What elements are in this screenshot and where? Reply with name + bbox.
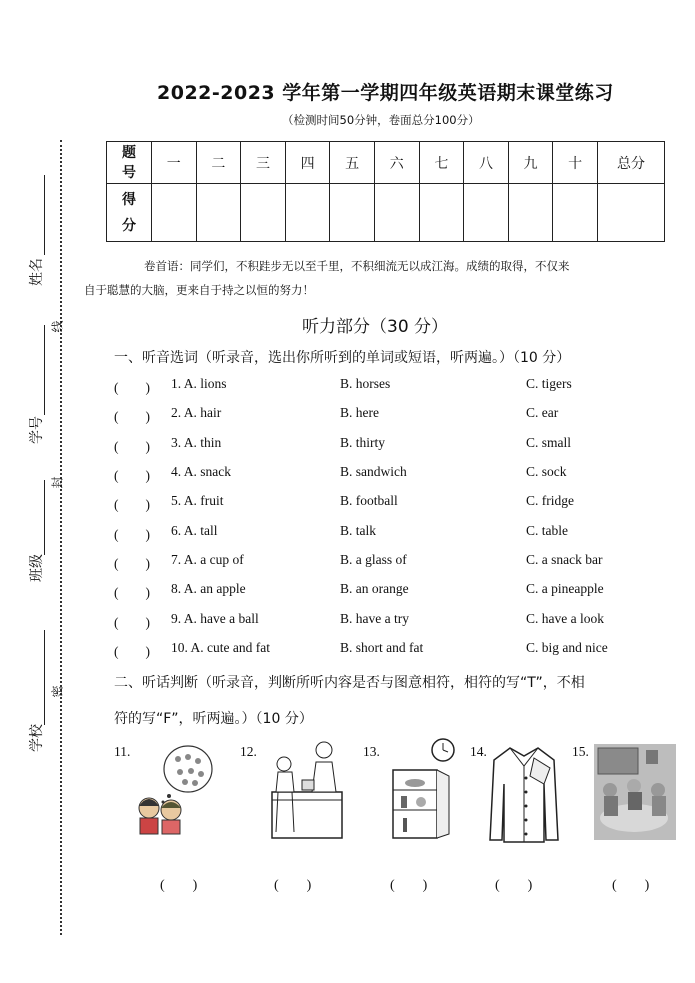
answer-blank[interactable]: ( ) (114, 468, 150, 483)
header-cell-question-no (107, 142, 152, 184)
score-cell[interactable] (374, 184, 419, 242)
question-row (114, 493, 674, 515)
header-char: 得 (122, 191, 136, 208)
answer-blank[interactable]: ( ) (114, 585, 150, 600)
question-row (114, 523, 674, 545)
picture-number: 13. (363, 744, 380, 759)
name-label: 姓名 (29, 258, 45, 286)
header-cell-score (107, 184, 152, 242)
part1-title: 一、听音选词（听录音，选出你所听到的单词或短语，听两遍。）（10 分） (114, 350, 571, 366)
option-b: B. a glass of (340, 552, 407, 567)
option-b: B. have a try (340, 611, 409, 626)
part2-title-line-1: 二、听话判断（听录音，判断所听内容是否与图意相符，相符的写“T”，不相 (114, 675, 585, 691)
option-c: C. a snack bar (526, 552, 603, 567)
option-a: 10. A. cute and fat (171, 640, 270, 655)
column-header: 四 (285, 142, 330, 184)
motto-text (84, 254, 664, 302)
motto-line-2: 自于聪慧的大脑，更来自于持之以恒的努力！ (84, 283, 314, 297)
option-b: B. football (340, 493, 398, 508)
seal-word-secret: 密 (50, 685, 65, 698)
score-cell[interactable] (330, 184, 375, 242)
shop-counter-icon (262, 740, 346, 840)
picture-number: 12. (240, 744, 257, 759)
question-row (114, 376, 674, 398)
score-cell[interactable] (241, 184, 286, 242)
seal-word-seal: 封 (50, 476, 65, 489)
option-b: B. an orange (340, 581, 409, 596)
option-b: B. horses (340, 376, 391, 391)
school-line (44, 630, 45, 725)
option-c: C. big and nice (526, 640, 608, 655)
score-cell[interactable] (152, 184, 197, 242)
class-label: 班级 (29, 554, 45, 582)
option-a: 7. A. a cup of (171, 552, 244, 567)
option-c: C. tigers (526, 376, 572, 391)
score-cell[interactable] (285, 184, 330, 242)
option-a: 9. A. have a ball (171, 611, 259, 626)
picture-answer-blank[interactable]: ( ) (495, 878, 533, 893)
answer-blank[interactable]: ( ) (114, 615, 150, 630)
score-cell[interactable] (508, 184, 553, 242)
answer-blank[interactable]: ( ) (114, 409, 150, 424)
student-id-line (44, 325, 45, 415)
option-c: C. table (526, 523, 568, 538)
header-char: 题 (122, 144, 136, 161)
option-b: B. sandwich (340, 464, 407, 479)
picture-answer-blank[interactable]: ( ) (274, 878, 312, 893)
question-row (114, 405, 674, 427)
column-header: 三 (241, 142, 286, 184)
exam-title: 2022-2023 学年第一学期四年级英语期末课堂练习 (157, 82, 614, 104)
student-id-label: 学号 (29, 416, 45, 444)
score-cell[interactable] (196, 184, 241, 242)
option-c: C. ear (526, 405, 559, 420)
picture-number: 15. (572, 744, 589, 759)
column-header: 六 (374, 142, 419, 184)
option-c: C. have a look (526, 611, 604, 626)
option-b: B. here (340, 405, 379, 420)
picture-number: 14. (470, 744, 487, 759)
question-row (114, 552, 674, 574)
question-row (114, 640, 674, 662)
column-header: 五 (330, 142, 375, 184)
part2-title-line-2: 符的写“F”，听两遍。）（10 分） (114, 711, 313, 727)
question-row (114, 581, 674, 603)
picture-number: 11. (114, 744, 131, 759)
answer-blank[interactable]: ( ) (114, 439, 150, 454)
picture-answer-blank[interactable]: ( ) (160, 878, 198, 893)
option-a: 4. A. snack (171, 464, 231, 479)
answer-blank[interactable]: ( ) (114, 527, 150, 542)
classroom-photo-icon (594, 744, 676, 840)
column-header: 十 (553, 142, 598, 184)
option-a: 3. A. thin (171, 435, 222, 450)
answer-blank[interactable]: ( ) (114, 497, 150, 512)
column-header-total: 总分 (598, 142, 665, 184)
listening-section-title: 听力部分（30 分） (302, 317, 449, 337)
score-cell[interactable] (419, 184, 464, 242)
score-table-score-row (107, 184, 665, 242)
question-row (114, 611, 674, 633)
header-char: 号 (122, 164, 136, 181)
class-line (44, 480, 45, 555)
option-b: B. thirty (340, 435, 386, 450)
answer-blank[interactable]: ( ) (114, 380, 150, 395)
score-cell[interactable] (553, 184, 598, 242)
fridge-clock-icon (385, 736, 465, 840)
picture-answer-blank[interactable]: ( ) (390, 878, 428, 893)
option-c: C. fridge (526, 493, 574, 508)
option-c: C. a pineapple (526, 581, 604, 596)
option-b: B. short and fat (340, 640, 424, 655)
column-header: 九 (508, 142, 553, 184)
option-a: 6. A. tall (171, 523, 218, 538)
question-row (114, 464, 674, 486)
score-table-header-row (107, 142, 665, 184)
binding-dotted-line (60, 140, 62, 935)
option-a: 2. A. hair (171, 405, 222, 420)
score-cell[interactable] (464, 184, 509, 242)
school-label: 学校 (29, 724, 45, 752)
option-c: C. sock (526, 464, 567, 479)
header-char: 分 (122, 217, 136, 234)
shirt-icon (488, 744, 560, 844)
column-header: 二 (196, 142, 241, 184)
column-header: 七 (419, 142, 464, 184)
answer-blank[interactable]: ( ) (114, 644, 150, 659)
motto-line-1: 卷首语：同学们，不积跬步无以至千里，不积细流无以成江海。成绩的取得，不仅来 (144, 259, 570, 273)
option-c: C. small (526, 435, 572, 450)
answer-blank[interactable]: ( ) (114, 556, 150, 571)
column-header: 八 (464, 142, 509, 184)
question-row (114, 435, 674, 457)
option-a: 5. A. fruit (171, 493, 224, 508)
score-cell-total[interactable] (598, 184, 665, 242)
option-a: 8. A. an apple (171, 581, 246, 596)
exam-subtitle: （检测时间50分钟，卷面总分100分） (282, 113, 480, 127)
seal-word-line: 线 (50, 320, 65, 333)
option-a: 1. A. lions (171, 376, 227, 391)
column-header: 一 (152, 142, 197, 184)
children-thinking-icon (133, 744, 213, 836)
option-b: B. talk (340, 523, 376, 538)
score-table (106, 141, 665, 242)
name-line (44, 175, 45, 255)
picture-answer-blank[interactable]: ( ) (612, 878, 650, 893)
